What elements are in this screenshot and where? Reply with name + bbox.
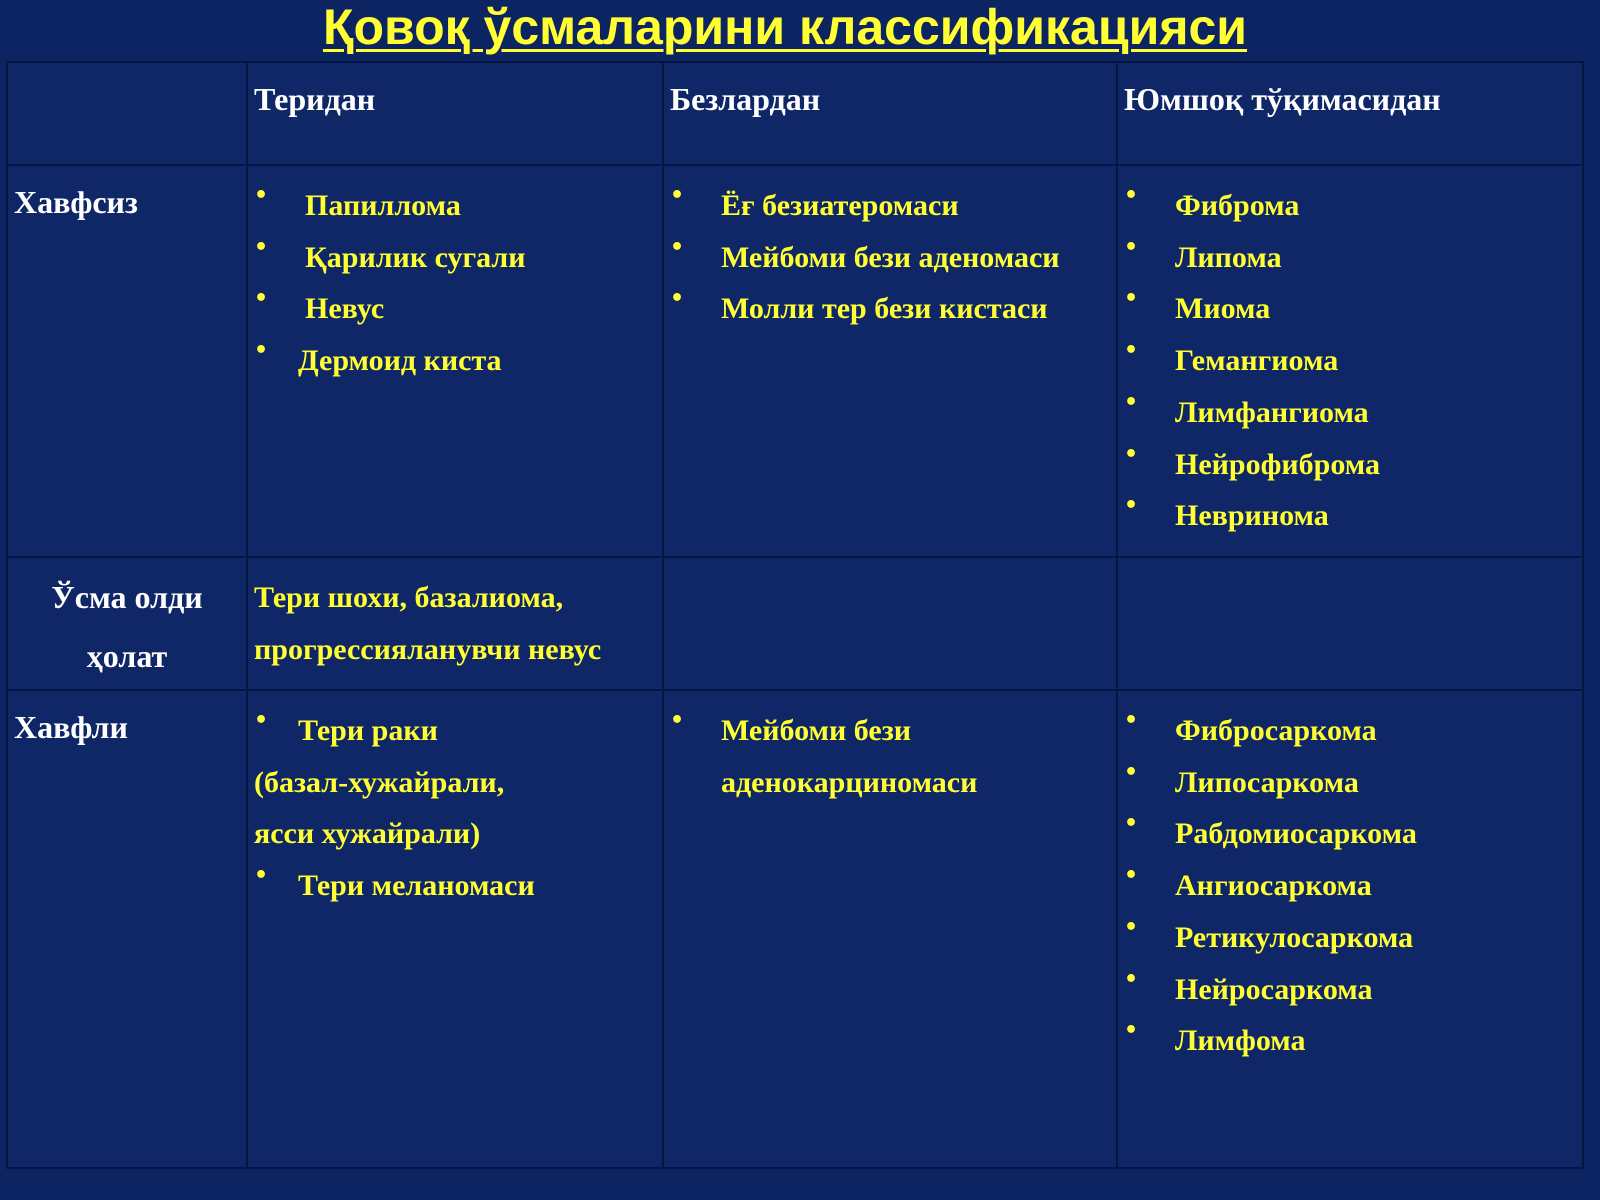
slide-title: Қовоқ ўсмаларини классификацияси (322, 0, 1248, 55)
row-label-precancer: Ўсма олди ҳолат (7, 557, 247, 690)
list-item: • Миома (1118, 283, 1582, 335)
table-row-malignant (7, 690, 1583, 1168)
bullet-icon: • (1124, 966, 1139, 992)
row-label-malignant: Хавфли (7, 690, 247, 1168)
list-benign-glands (664, 166, 1116, 335)
list-item: • Лимфома (1118, 1015, 1582, 1067)
corner-cell (7, 62, 247, 165)
cell-malignant-skin (247, 690, 663, 1168)
bullet-icon: • (254, 338, 269, 364)
list-item: • Фиброма (1118, 180, 1582, 232)
cell-precancer-glands (663, 557, 1117, 690)
list-item: • Рабдомиосаркома (1118, 808, 1582, 860)
bullet-icon: • (670, 183, 685, 208)
bullet-icon: • (1124, 389, 1139, 415)
list-item: • Қарилик сугали (248, 232, 662, 284)
bullet-icon: • (1124, 234, 1139, 260)
column-header-skin: Теридан (247, 62, 663, 165)
list-malignant-soft-tissue (1118, 691, 1582, 1067)
classification-table (6, 61, 1584, 1169)
list-item: • Ёғ безиатеромаси (664, 180, 1116, 232)
cell-benign-glands (663, 165, 1117, 557)
cell-malignant-soft-tissue (1117, 690, 1583, 1168)
list-benign-skin (248, 166, 662, 387)
list-benign-soft-tissue (1118, 166, 1582, 542)
bullet-icon: • (1124, 708, 1139, 733)
list-item: • Тери раки (базал-хужайрали, ясси хужайрали) (248, 705, 662, 860)
list-item: • Ангиосаркома (1118, 860, 1582, 912)
bullet-icon: • (670, 286, 685, 312)
column-header-glands: Безлардан (663, 62, 1117, 165)
column-header-soft-tissue: Юмшоқ тўқимасидан (1117, 62, 1583, 165)
bullet-icon: • (1124, 863, 1139, 889)
bullet-icon: • (254, 708, 269, 733)
list-item: • Мейбоми бези аденокарциномаси (664, 705, 1116, 808)
bullet-icon: • (254, 183, 269, 208)
list-malignant-skin (248, 691, 662, 912)
list-item: • Ретикулосаркома (1118, 912, 1582, 964)
cell-benign-soft-tissue (1117, 165, 1583, 557)
bullet-icon: • (1124, 1018, 1139, 1044)
bullet-icon: • (1124, 286, 1139, 312)
cell-precancer-skin: Тери шохи, базалиома, прогрессияланувчи невус (247, 557, 663, 690)
cell-benign-skin (247, 165, 663, 557)
table-row-benign (7, 165, 1583, 557)
list-item: • Липома (1118, 232, 1582, 284)
cell-malignant-glands (663, 690, 1117, 1168)
list-item: • Тери меланомаси (248, 860, 662, 912)
bullet-icon: • (254, 863, 269, 889)
bullet-icon: • (1124, 338, 1139, 364)
header-row (7, 62, 1583, 165)
bullet-icon: • (1124, 759, 1139, 785)
list-item: • Гемангиома (1118, 335, 1582, 387)
bullet-icon: • (1124, 914, 1139, 940)
row-label-benign: Хавфсиз (7, 165, 247, 557)
list-malignant-glands (664, 691, 1116, 808)
bullet-icon: • (1124, 183, 1139, 208)
list-item: • Нейросаркома (1118, 964, 1582, 1016)
list-item: • Невринома (1118, 490, 1582, 542)
list-item: • Папиллома (248, 180, 662, 232)
list-item: • Мейбоми бези аденомаси (664, 232, 1116, 284)
list-item: • Лимфангиома (1118, 387, 1582, 439)
bullet-icon: • (254, 234, 269, 260)
bullet-icon: • (1124, 811, 1139, 837)
table-row-precancer (7, 557, 1583, 690)
bullet-icon: • (1124, 441, 1139, 467)
bullet-icon: • (1124, 493, 1139, 519)
list-item: • Фибросаркома (1118, 705, 1582, 757)
bullet-icon: • (670, 234, 685, 260)
list-item: • Дермоид киста (248, 335, 662, 387)
list-item: • Молли тер бези кистаси (664, 283, 1116, 335)
list-item: • Нейрофиброма (1118, 439, 1582, 491)
bullet-icon: • (670, 708, 685, 733)
bullet-icon: • (254, 286, 269, 312)
list-item: • Липосаркома (1118, 757, 1582, 809)
list-item: • Невус (248, 283, 662, 335)
cell-precancer-soft-tissue (1117, 557, 1583, 690)
